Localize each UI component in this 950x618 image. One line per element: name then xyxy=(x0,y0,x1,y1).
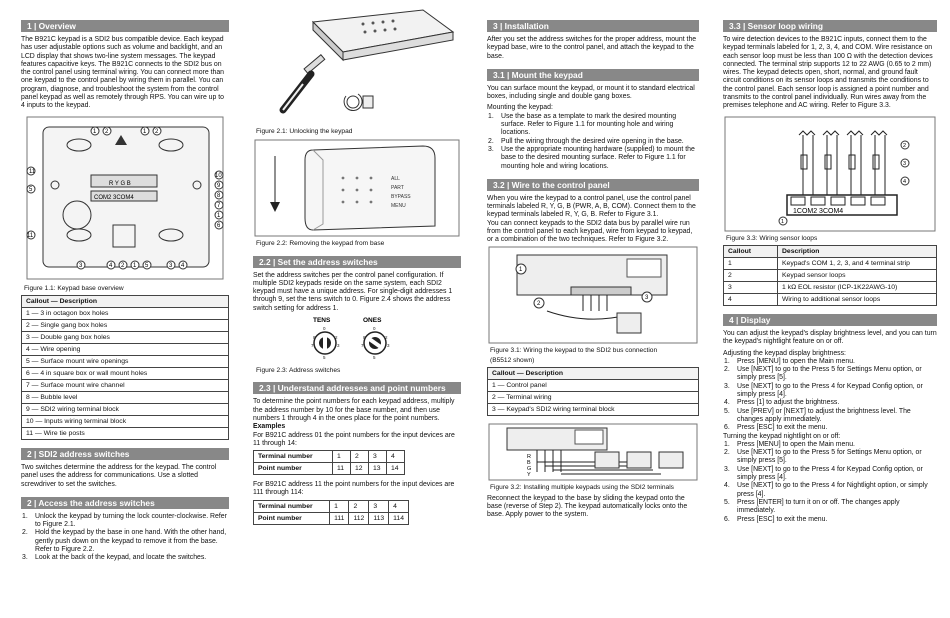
callout-6: 6 xyxy=(217,222,221,229)
table-row: 8 — Bubble level xyxy=(22,391,229,403)
figure-3-2-caption: Figure 3.2: Installing multiple keypads using the SDI2 terminals xyxy=(490,484,674,492)
callout-1c: 1 xyxy=(217,212,221,219)
callout-4a: 4 xyxy=(109,262,113,269)
sdi2-body: Two switches determine the address for the keypad. The control panel uses the address for communications. Use a slotted screwdriver to set the switches. xyxy=(21,463,217,488)
wiring-sdi2-figure xyxy=(487,245,699,345)
example-1-text: For B921C address 01 the point numbers for the input devices are 11 through 14: xyxy=(253,431,455,447)
terminal-strip-label: 1COM2 3COM4 xyxy=(793,207,844,215)
key-part: PART xyxy=(391,185,404,192)
figure-3-1-caption-2: (B5512 shown) xyxy=(490,356,535,364)
list-item: 2. Hold the keypad by the base in one hand. With the other hand, gently push down on the keypad to remove it from the base. Refer to Figure 2.2. xyxy=(22,529,227,554)
description-col-header: Description xyxy=(778,245,937,257)
set-address-body: Set the address switches per the control panel configuration. If multiple SDI2 keypads reside on the same system, each SDI2 keypad must have a unique address. For single-digit addresses 1 through 9, set the tens switch to 0. Figure 2.4 shows the address switch setting for address 1. xyxy=(253,271,453,312)
table-row: 5 — Surface mount wire openings xyxy=(22,355,229,367)
svg-text:0: 0 xyxy=(323,326,326,332)
svg-text:3: 3 xyxy=(387,343,390,349)
terminal-label: COM2 3COM4 xyxy=(94,194,134,201)
example-2-text: For B921C address 11 the point numbers for the input devices are 111 through 114: xyxy=(253,481,455,497)
sensor-heading: 3.3 | Sensor loop wiring xyxy=(723,20,937,32)
wire-label-b: B xyxy=(527,460,531,467)
callout-table-33 xyxy=(723,245,937,306)
list-item: 2. Use [NEXT] to go to the Press 5 for Settings Menu option, or simply press [5]. xyxy=(724,449,922,465)
keypad-base-diagram xyxy=(21,115,229,283)
installation-body: After you set the address switches for the proper address, mount the keypad base, wire to the control panel, and attach the keypad to the base. xyxy=(487,36,697,60)
display-body: You can adjust the keypad's display brightness level, and you can turn the keypad's nightlight feature on or off. xyxy=(723,329,937,346)
callout-2c: 2 xyxy=(121,262,125,269)
point-table-1: Terminal number 1 2 3 4 Point number 11 12 13 14 xyxy=(253,450,405,475)
wire-label-r: R xyxy=(527,454,531,461)
unlock-keypad-figure xyxy=(253,2,461,126)
callout-3: 3 xyxy=(903,160,907,167)
callout-11a: 11 xyxy=(29,168,36,175)
svg-text:7: 7 xyxy=(361,343,364,349)
examples-label: Examples xyxy=(253,423,286,431)
callout-11b: 11 xyxy=(27,232,34,239)
callout-table-3 xyxy=(487,367,699,416)
callout-9: 9 xyxy=(217,182,221,189)
svg-text:5: 5 xyxy=(323,355,326,361)
callout-1b: 1 xyxy=(143,128,147,135)
callout-2b: 2 xyxy=(155,128,159,135)
wire-label-g: G xyxy=(527,466,532,473)
table-row: 4 — Wire opening xyxy=(22,343,229,355)
svg-text:3: 3 xyxy=(337,343,340,349)
display-heading: 4 | Display xyxy=(723,314,937,326)
list-item: 3. Use [NEXT] to go to the Press 4 for Keypad Config option, or simply press [4]. xyxy=(724,382,923,399)
callout-8: 8 xyxy=(217,192,221,199)
callout-2: 2 xyxy=(903,142,907,149)
list-item: 4. Use [NEXT] to go to the Press 4 for Nightlight option, or simply press [4]. xyxy=(724,482,928,498)
table-row: 1 — Control panel xyxy=(488,380,699,392)
key-bypass: BYPASS xyxy=(391,194,411,201)
table-row: 3 — Keypad's SDI2 wiring terminal block xyxy=(488,404,699,416)
table-row: 11 — Wire tie posts xyxy=(22,427,229,439)
column-4 xyxy=(723,18,937,616)
svg-text:8: 8 xyxy=(313,335,316,341)
key-all: ALL xyxy=(391,176,400,183)
address-switches-figure xyxy=(253,313,461,365)
nightlight-steps xyxy=(723,441,937,524)
nightlight-intro: Turning the keypad nightlight on or off: xyxy=(723,432,841,440)
brightness-intro: Adjusting the keypad display brightness: xyxy=(723,349,846,357)
callout-2a: 2 xyxy=(105,128,109,135)
points-body: To determine the point numbers for each keypad address, multiply the address number by 10 for the base number, and then use numbers 1 through 4 in the ones place for the point numbers. xyxy=(253,398,455,422)
mount-intro: Mounting the keypad: xyxy=(487,104,553,112)
table-row: 7 — Surface mount wire channel xyxy=(22,379,229,391)
table-row: 6 — 4 in square box or wall mount holes xyxy=(22,367,229,379)
list-item: 2. Use [NEXT] to go to the Press 5 for Settings Menu option, or simply press [5]. xyxy=(724,366,922,382)
callout-table-header: Callout — Description xyxy=(488,368,699,380)
svg-text:2: 2 xyxy=(335,335,338,341)
ones-label: ONES xyxy=(363,317,382,325)
callout-4: 4 xyxy=(903,178,907,185)
list-item: 4. Press [1] to adjust the brightness. xyxy=(724,399,840,407)
callout-3a: 3 xyxy=(79,262,83,269)
sensor-body: To wire detection devices to the B921C inputs, connect them to the keypad terminals labeled for 1, 2, 3, 4, and COM. Wire resistance on each sensor loop must be less than 100 Ω with the detection devices connected. The terminal strip supports 12 to 22 AWG (0.65 to 2 mm) wires. The keypad detects open, short, normal, and ground fault circuit conditions on its sensor loops and transmits the conditions to the control panel. Each sensor loop is assigned a point number and transmits to the control panel individually. Run wires away from the premises telephone and AC wiring. Refer to Figure 3.3. xyxy=(723,36,933,110)
callout-3b: 3 xyxy=(169,262,173,269)
mount-heading: 3.1 | Mount the keypad xyxy=(487,69,699,81)
table-row: 2 Keypad sensor loops xyxy=(724,269,937,281)
list-item: 1. Press [MENU] to open the Main menu. xyxy=(724,357,855,365)
access-steps xyxy=(21,513,229,563)
figure-2-3-caption: Figure 2.3: Address switches xyxy=(256,367,341,375)
sensor-loop-figure xyxy=(723,115,937,233)
figure-1-1-caption: Figure 1.1: Keypad base overview xyxy=(24,284,124,292)
tens-label: TENS xyxy=(313,317,331,325)
list-item: 6. Press [ESC] to exit the menu. xyxy=(724,424,828,432)
mount-body: You can surface mount the keypad, or mount it to standard electrical boxes, including single and double gang boxes. xyxy=(487,84,695,101)
svg-text:2: 2 xyxy=(385,335,388,341)
column-1 xyxy=(21,18,229,616)
list-item: 2. Pull the wiring through the desired wire opening in the base. xyxy=(488,137,684,145)
wire-heading: 3.2 | Wire to the control panel xyxy=(487,179,699,191)
callout-col-header: Callout xyxy=(724,245,778,257)
table-row: 9 — SDI2 wiring terminal block xyxy=(22,403,229,415)
key-menu: MENU xyxy=(391,203,406,210)
sdi2-heading: 2 | SDI2 address switches xyxy=(21,448,229,460)
callout-5a: 5 xyxy=(29,186,33,193)
point-table-2: Terminal number 1 2 3 4 Point number 111 112 113 114 xyxy=(253,500,409,525)
column-2 xyxy=(253,2,461,616)
table-row: 1 — 3 in octagon box holes xyxy=(22,307,229,319)
access-heading: 2 | Access the address switches xyxy=(21,497,229,509)
wire-label-y: Y xyxy=(527,472,531,479)
brightness-steps xyxy=(723,358,937,433)
table-row: 4 Wiring to additional sensor loops xyxy=(724,293,937,305)
overview-body: The B921C keypad is a SDI2 bus compatible device. Each keypad has user adjustable options such as volume and backlight, and an LCD display that shows two-line system messages. The keypad features capacitive keys. The B921C connects to the SDI2 bus on the control panel using terminal wiring. You can connect more than one keypad to the control panel by wiring them in parallel. You can program, diagnose, and troubleshoot the system from the control panel keypad as well as remotely through RPS. You can wire up to 4 inputs to the keypad. xyxy=(21,36,225,110)
svg-text:0: 0 xyxy=(373,326,376,332)
lock-icon xyxy=(363,96,373,108)
table-row: 2 — Single gang box holes xyxy=(22,319,229,331)
figure-2-2-caption: Figure 2.2: Removing the keypad from base xyxy=(256,240,385,248)
multiple-keypads-figure xyxy=(487,422,699,482)
mount-steps xyxy=(487,113,699,171)
terminal-label-2: R Y G B xyxy=(109,180,131,187)
wire-body-1: When you wire the keypad to a control panel, use the control panel terminals labeled R, Y, G, B (PWR, A, B, COM). Connect them to the keypad terminals labeled R, Y, G, B. Refer to Figure 3.1. xyxy=(487,194,696,219)
callout-5b: 5 xyxy=(145,262,149,269)
overview-heading: 1 | Overview xyxy=(21,20,229,32)
list-item: 6. Press [ESC] to exit the menu. xyxy=(724,515,828,523)
reconnect-body: Reconnect the keypad to the base by sliding the keypad onto the base (reverse of Step 2). The keypad automatically locks onto the base. Apply power to the system. xyxy=(487,494,688,519)
table-row: 2 — Terminal wiring xyxy=(488,392,699,404)
callout-table-1 xyxy=(21,295,229,440)
callout-1d: 1 xyxy=(133,262,137,269)
list-item: 1. Use the base as a template to mark the desired mounting surface. Refer to Figure 1.1 for mounting hole and wiring locations. xyxy=(488,112,677,137)
svg-text:8: 8 xyxy=(363,335,366,341)
figure-3-1-caption: Figure 3.1: Wiring the keypad to the SDI2 bus connection xyxy=(490,346,658,354)
list-item: 1. Press [MENU] to open the Main menu. xyxy=(724,440,855,448)
callout-3: 3 xyxy=(645,294,649,301)
table-row: 3 1 kΩ EOL resistor (ICP-1K22AWG-10) xyxy=(724,281,937,293)
list-item: 5. Use [PREV] or [NEXT] to adjust the brightness level. The changes apply immediately. xyxy=(724,407,911,423)
figure-3-3-caption: Figure 3.3: Wiring sensor loops xyxy=(726,234,818,242)
list-item: 1. Unlock the keypad by turning the lock counter-clockwise. Refer to Figure 2.1. xyxy=(22,512,227,529)
callout-1: 1 xyxy=(519,266,523,273)
callout-1a: 1 xyxy=(93,128,97,135)
installation-heading: 3 | Installation xyxy=(487,20,699,32)
table-row: 1 Keypad's COM 1, 2, 3, and 4 terminal strip xyxy=(724,257,937,269)
callout-table-header: Callout — Description xyxy=(22,295,229,307)
callout-4b: 4 xyxy=(181,262,185,269)
points-heading: 2.3 | Understand addresses and point numbers xyxy=(253,382,461,394)
svg-text:7: 7 xyxy=(311,343,314,349)
list-item: 3. Look at the back of the keypad, and locate the switches. xyxy=(22,554,207,562)
svg-text:5: 5 xyxy=(373,355,376,361)
table-row: 10 — Inputs wiring terminal block xyxy=(22,415,229,427)
callout-2: 2 xyxy=(537,300,541,307)
callout-10: 10 xyxy=(215,172,222,179)
list-item: 3. Use the appropriate mounting hardware (supplied) to mount the base to the desired mounting surface. Refer to Figure 1.1 for mounting hole and wiring locations. xyxy=(488,145,695,170)
wire-body-2: You can connect keypads to the SDI2 data bus by parallel wire run from the control panel to each keypad, wire from keypad to keypad, or a combination of the two techniques. Refer to Figure 3.2. xyxy=(487,219,693,244)
callout-7: 7 xyxy=(217,202,221,209)
figure-2-1-caption: Figure 2.1: Unlocking the keypad xyxy=(256,128,353,135)
table-row: 3 — Double gang box holes xyxy=(22,331,229,343)
set-address-heading: 2.2 | Set the address switches xyxy=(253,256,461,268)
remove-keypad-figure xyxy=(253,138,461,238)
callout-1: 1 xyxy=(781,218,785,225)
list-item: 5. Press [ENTER] to turn it on or off. The changes apply immediately. xyxy=(724,498,900,515)
list-item: 3. Use [NEXT] to go to the Press 4 for Keypad Config option, or simply press [4]. xyxy=(724,465,923,482)
column-3 xyxy=(487,18,699,616)
